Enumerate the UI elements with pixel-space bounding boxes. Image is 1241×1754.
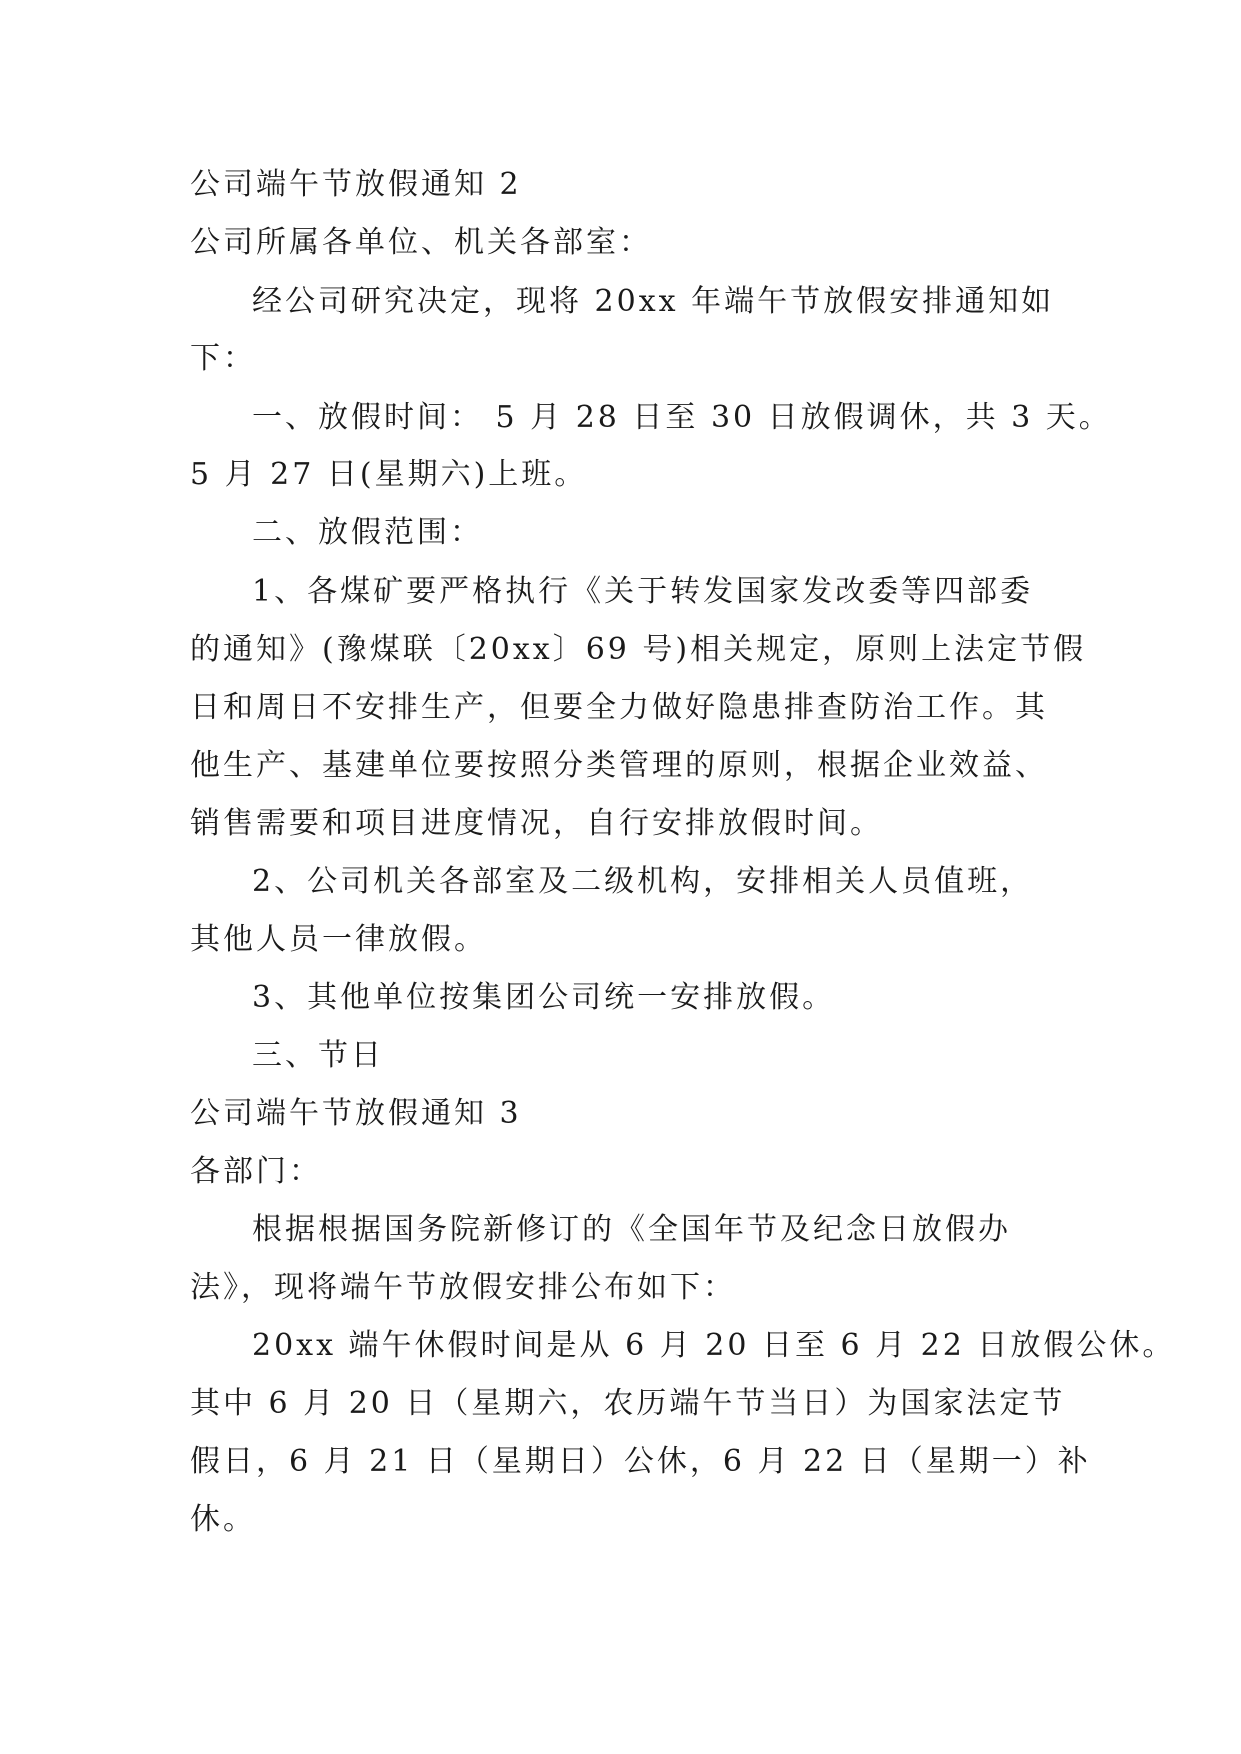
- paragraph-line: 休。: [190, 1502, 256, 1537]
- paragraph-line: 经公司研究决定，现将 20xx 年端午节放假安排通知如: [252, 284, 1055, 319]
- addressee-line: 各部门：: [190, 1154, 322, 1189]
- paragraph-line: 其中 6 月 20 日（星期六，农历端午节当日）为国家法定节: [190, 1386, 1066, 1421]
- paragraph-line: 他生产、基建单位要按照分类管理的原则，根据企业效益、: [190, 748, 1048, 783]
- paragraph-line: 3、其他单位按集团公司统一安排放假。: [252, 980, 836, 1015]
- notice-title-2: 公司端午节放假通知 2: [190, 167, 522, 202]
- paragraph-line: 假日，6 月 21 日（星期日）公休，6 月 22 日（星期一）补: [190, 1444, 1091, 1479]
- paragraph-line: 一、放假时间： 5 月 28 日至 30 日放假调休，共 3 天。: [252, 400, 1112, 435]
- section-heading: 三、节日: [252, 1038, 384, 1073]
- paragraph-line: 的通知》(豫煤联〔20xx〕69 号)相关规定，原则上法定节假: [190, 632, 1087, 667]
- paragraph-line: 2、公司机关各部室及二级机构，安排相关人员值班，: [252, 864, 1034, 899]
- paragraph-line: 5 月 27 日(星期六)上班。: [190, 457, 588, 492]
- notice-title-3: 公司端午节放假通知 3: [190, 1096, 522, 1131]
- section-heading: 二、放假范围：: [252, 515, 483, 550]
- paragraph-line: 其他人员一律放假。: [190, 922, 487, 957]
- paragraph-line: 法》，现将端午节放假安排公布如下：: [190, 1270, 736, 1305]
- paragraph-line: 20xx 端午休假时间是从 6 月 20 日至 6 月 22 日放假公休。: [252, 1328, 1176, 1363]
- paragraph-line: 日和周日不安排生产，但要全力做好隐患排查防治工作。其: [190, 690, 1048, 725]
- paragraph-line: 1、各煤矿要严格执行《关于转发国家发改委等四部委: [252, 574, 1034, 609]
- paragraph-line: 下：: [190, 341, 256, 376]
- addressee-line: 公司所属各单位、机关各部室：: [190, 225, 652, 260]
- paragraph-line: 销售需要和项目进度情况，自行安排放假时间。: [190, 806, 883, 841]
- paragraph-line: 根据根据国务院新修订的《全国年节及纪念日放假办: [252, 1212, 1011, 1247]
